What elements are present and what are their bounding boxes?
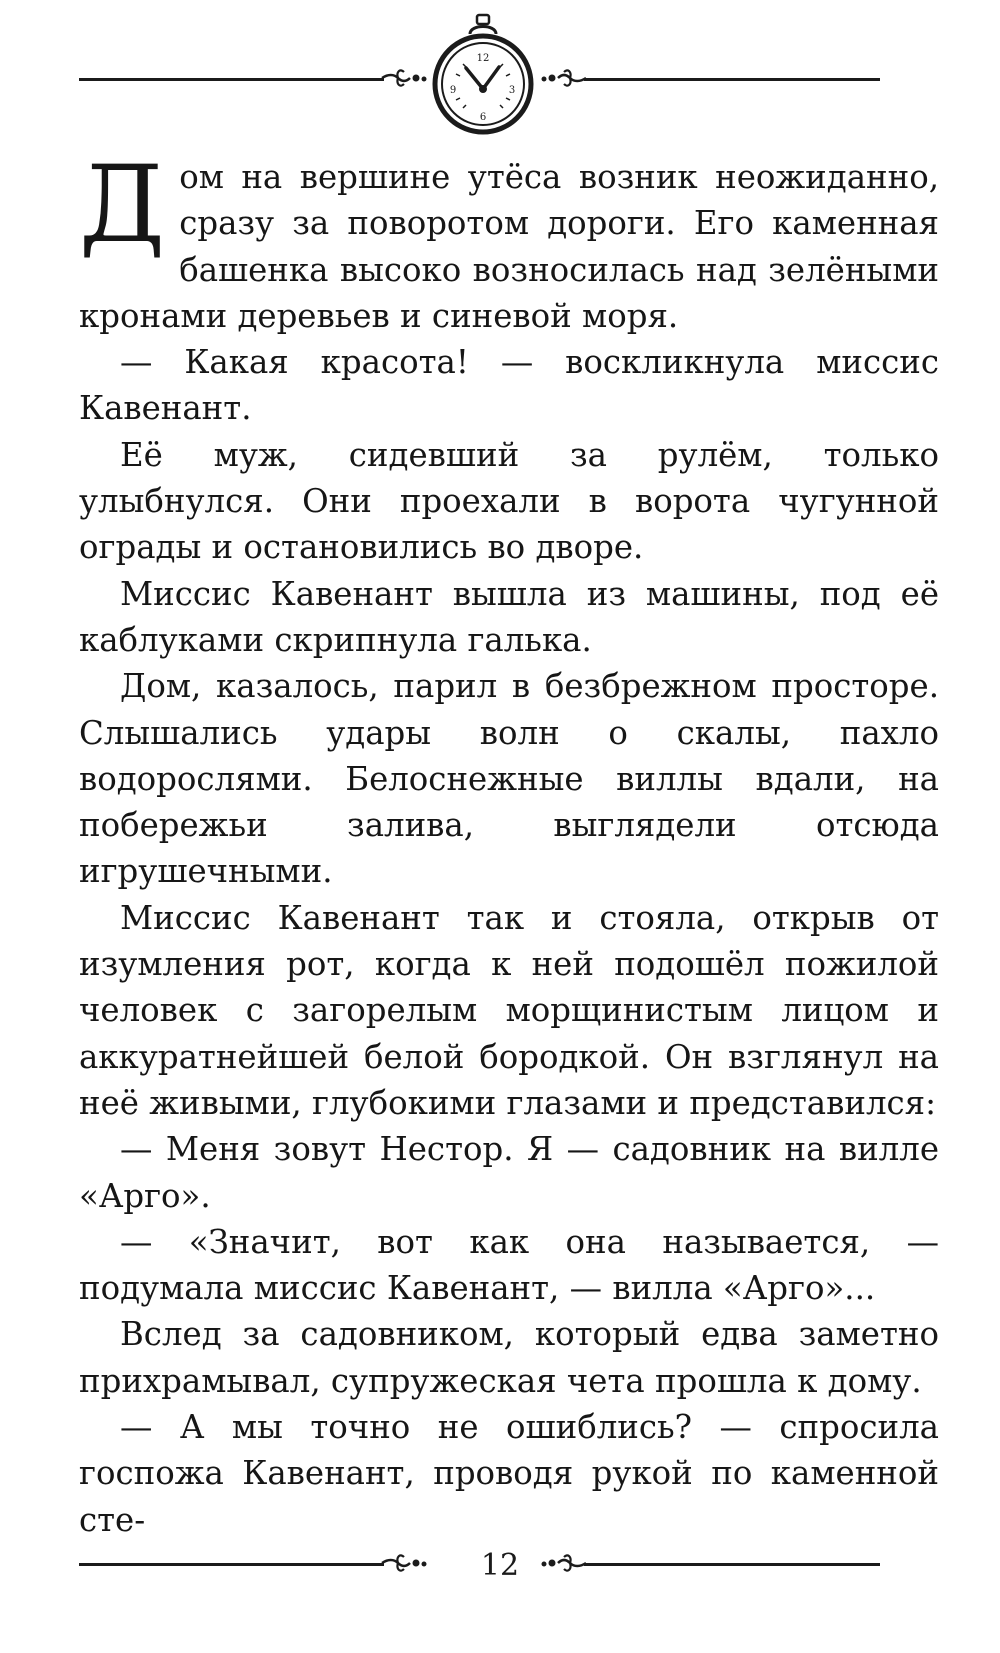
page-number: 12 xyxy=(480,1548,520,1583)
paragraph: Дом, казалось, парил в безбрежном просторе. Слышались удары волн о скалы, пахло водорослями. Белоснежные виллы вдали, на побережьи залива, выглядели отсюда игрушечными. xyxy=(79,667,939,891)
footer-flourish-right-icon xyxy=(538,1549,588,1579)
footer-rule-left xyxy=(79,1563,384,1566)
footer-rule-right xyxy=(584,1563,880,1566)
flourish-right-icon xyxy=(538,64,588,94)
paragraph: Вслед за садовником, который едва заметно прихрамывал, супружеская чета прошла к дому. xyxy=(79,1315,939,1400)
paragraph: Миссис Кавенант так и стояла, открыв от изумления рот, когда к ней подошёл пожилой человек с загорелым морщинистым лицом и аккуратнейшей белой бородкой. Он взглянул на неё живыми, глубокими глазами и представился: xyxy=(79,898,939,1122)
page-footer xyxy=(0,1540,1000,1600)
flourish-left-icon xyxy=(380,64,430,94)
paragraph: — А мы точно не ошиблись? — спросила госпожа Кавенант, проводя рукой по каменной сте- xyxy=(79,1408,939,1539)
clock-numeral-9: 9 xyxy=(449,85,457,96)
header-rule-left xyxy=(79,78,384,81)
clock-numeral-12: 12 xyxy=(476,53,490,64)
header-ornament xyxy=(0,0,1000,160)
paragraph: Её муж, сидевший за рулём, только улыбнулся. Они проехали в ворота чугунной ограды и остановились во дворе. xyxy=(79,435,939,567)
paragraph xyxy=(79,143,939,339)
drop-cap: Д xyxy=(79,143,166,266)
paragraph-text: ом на вершине утёса возник неожиданно, сразу за поворотом дороги. Его каменная башенка высоко возносилась над зелёными кронами деревьев и синевой моря. xyxy=(79,158,939,335)
clock-numeral-3: 3 xyxy=(508,85,516,96)
paragraph: — «Значит, вот как она называется, — подумала миссис Кавенант, — вилла «Арго»... xyxy=(79,1222,939,1308)
pocket-watch-icon xyxy=(428,12,538,140)
paragraph: Миссис Кавенант вышла из машины, под её каблуками скрипнула галька. xyxy=(79,574,939,659)
paragraph: — Какая красота! — воскликнула миссис Кавенант. xyxy=(79,343,939,428)
clock-numeral-6: 6 xyxy=(479,112,487,123)
page-body xyxy=(79,143,939,1543)
footer-flourish-left-icon xyxy=(380,1549,430,1579)
paragraph: — Меня зовут Нестор. Я — садовник на вилле «Арго». xyxy=(79,1130,939,1215)
header-rule-right xyxy=(584,78,880,81)
